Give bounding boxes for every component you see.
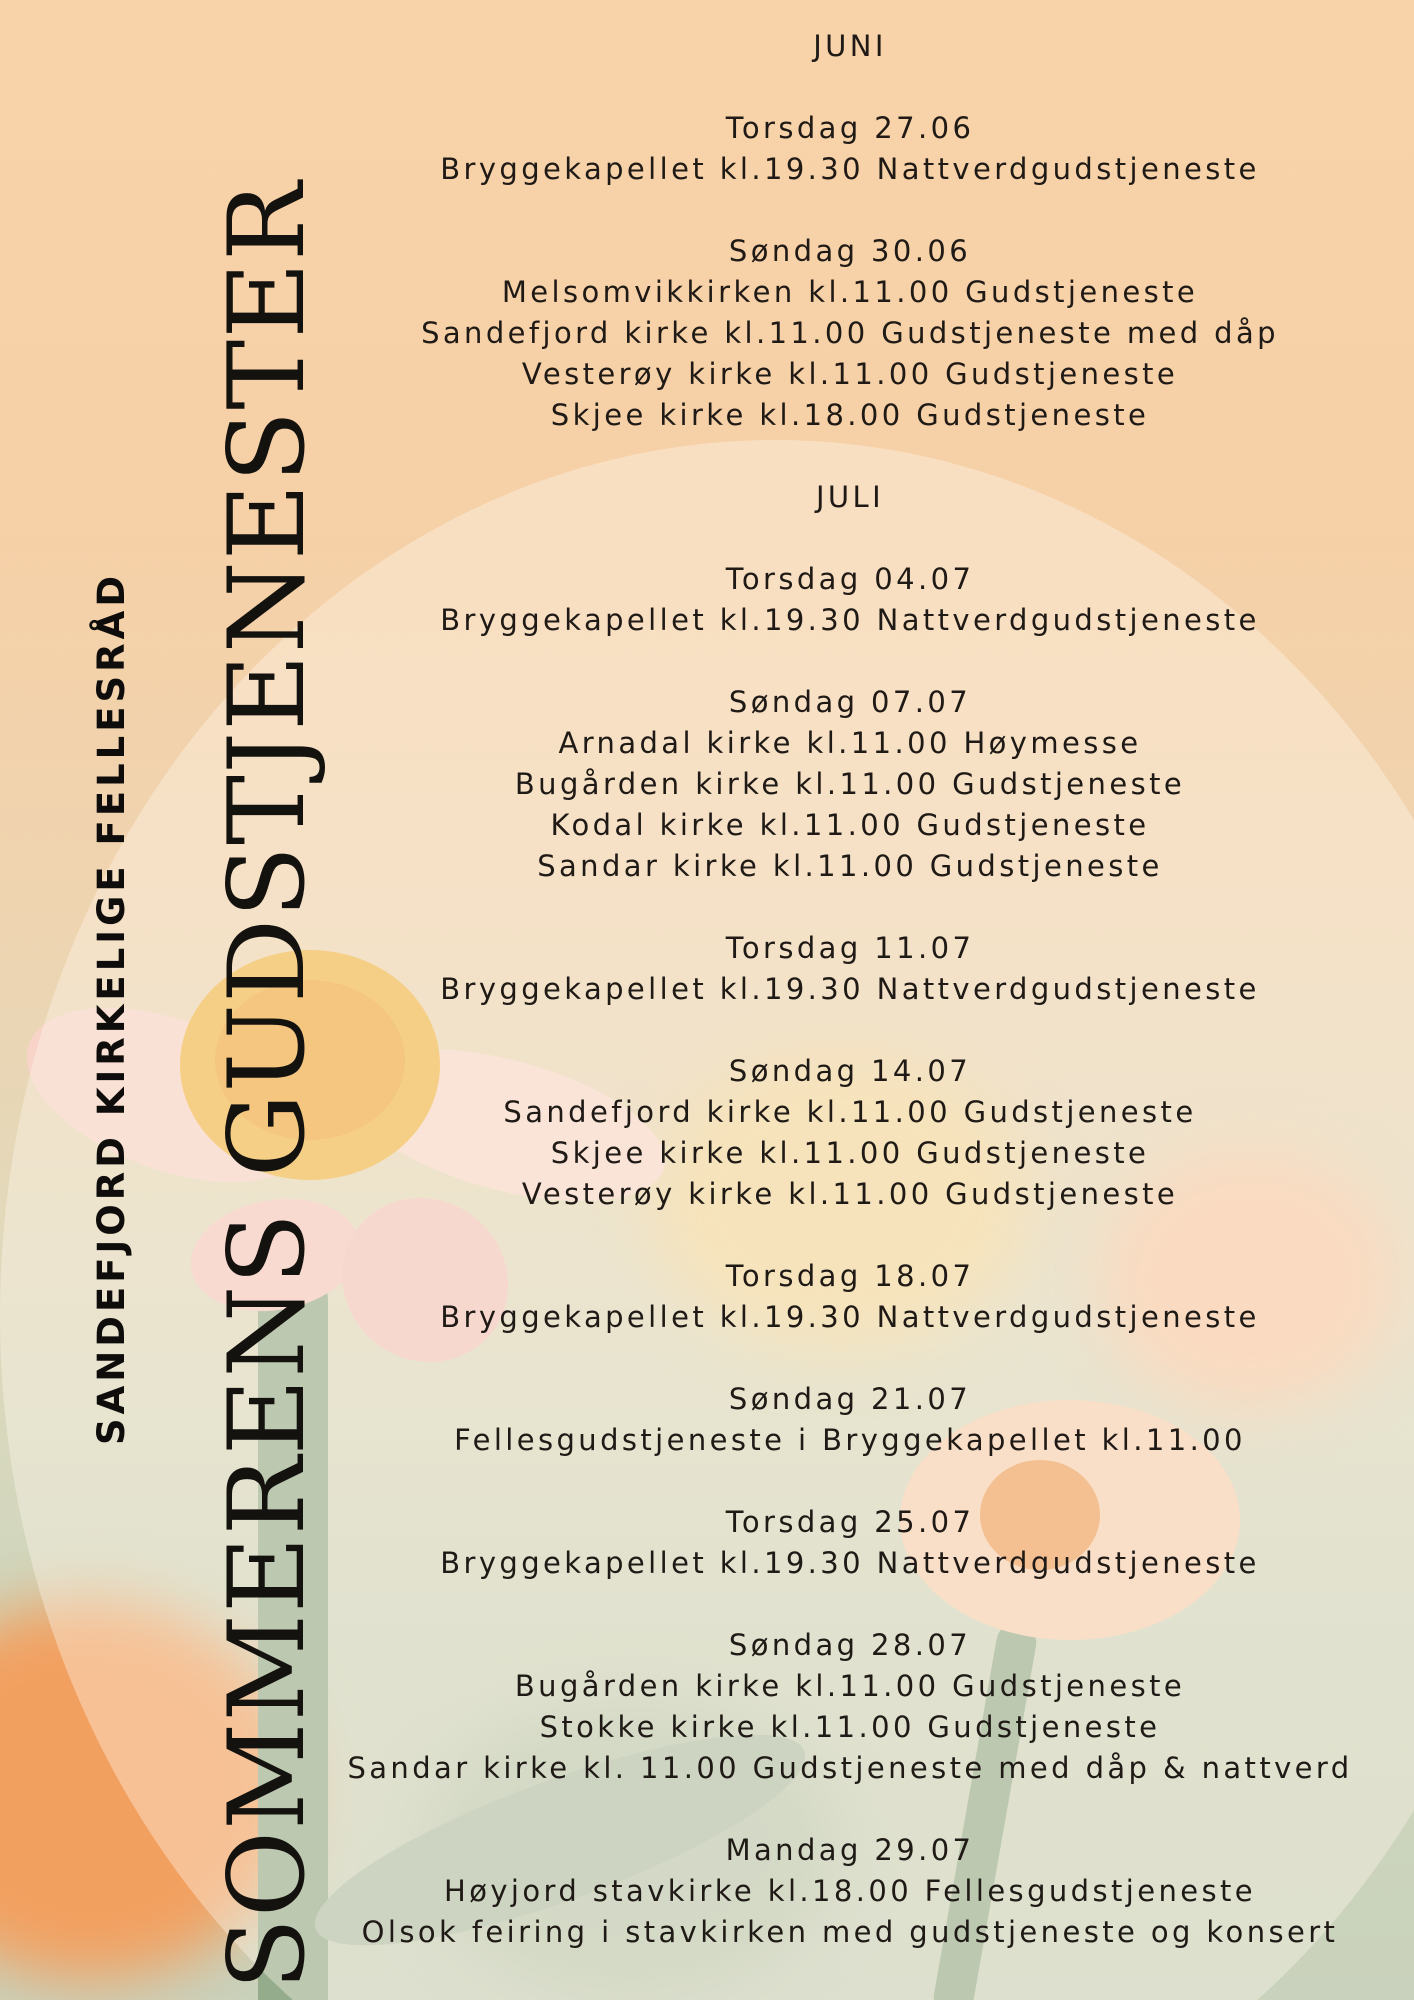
service-item: Skjee kirke kl.11.00 Gudstjeneste <box>550 1136 1150 1170</box>
day-heading: Søndag 30.06 <box>728 234 972 268</box>
day-heading: Torsdag 04.07 <box>725 562 975 596</box>
service-item: Sandar kirke kl. 11.00 Gudstjeneste med dåp & nattverd <box>347 1751 1353 1785</box>
day-heading: Søndag 28.07 <box>728 1628 972 1662</box>
service-item: Bryggekapellet kl.19.30 Nattverdgudstjeneste <box>440 152 1260 186</box>
service-item: Sandefjord kirke kl.11.00 Gudstjeneste med dåp <box>421 316 1279 350</box>
service-item: Kodal kirke kl.11.00 Gudstjeneste <box>550 808 1150 842</box>
service-item: Bryggekapellet kl.19.30 Nattverdgudstjeneste <box>440 603 1260 637</box>
schedule-day <box>270 559 1414 641</box>
page-title: SOMMERENS GUDSTJENESTER <box>206 180 328 1990</box>
schedule-day <box>270 1256 1414 1338</box>
day-heading: Torsdag 25.07 <box>725 1505 975 1539</box>
service-item: Bryggekapellet kl.19.30 Nattverdgudstjeneste <box>440 1546 1260 1580</box>
schedule-day <box>270 928 1414 1010</box>
service-item: Bryggekapellet kl.19.30 Nattverdgudstjeneste <box>440 1300 1260 1334</box>
service-item: Bugården kirke kl.11.00 Gudstjeneste <box>514 1669 1186 1703</box>
service-item: Bryggekapellet kl.19.30 Nattverdgudstjeneste <box>440 972 1260 1006</box>
day-heading: Torsdag 27.06 <box>725 111 975 145</box>
service-item: Arnadal kirke kl.11.00 Høymesse <box>558 726 1142 760</box>
day-heading: Søndag 21.07 <box>728 1382 972 1416</box>
organization-name: SANDEFJORD KIRKELIGE FELLESRÅD <box>90 571 133 1445</box>
day-heading: Mandag 29.07 <box>725 1833 975 1867</box>
service-item: Olsok feiring i stavkirken med gudstjeneste og konsert <box>361 1915 1339 1949</box>
day-heading: Torsdag 11.07 <box>725 931 975 965</box>
schedule-day <box>270 1051 1414 1215</box>
service-item: Stokke kirke kl.11.00 Gudstjeneste <box>539 1710 1161 1744</box>
service-item: Bugården kirke kl.11.00 Gudstjeneste <box>514 767 1186 801</box>
day-heading: Torsdag 18.07 <box>725 1259 975 1293</box>
service-item: Skjee kirke kl.18.00 Gudstjeneste <box>550 398 1150 432</box>
service-item: Høyjord stavkirke kl.18.00 Fellesgudstjeneste <box>444 1874 1256 1908</box>
schedule-day <box>270 682 1414 887</box>
service-item: Sandar kirke kl.11.00 Gudstjeneste <box>537 849 1163 883</box>
schedule-day <box>270 1625 1414 1789</box>
schedule-day <box>270 108 1414 190</box>
day-heading: Søndag 07.07 <box>728 685 972 719</box>
service-item: Vesterøy kirke kl.11.00 Gudstjeneste <box>521 1177 1179 1211</box>
service-item: Melsomvikkirken kl.11.00 Gudstjeneste <box>501 275 1199 309</box>
schedule-day <box>270 1830 1414 1953</box>
month-heading: JULI <box>815 480 885 514</box>
day-heading: Søndag 14.07 <box>728 1054 972 1088</box>
service-item: Sandefjord kirke kl.11.00 Gudstjeneste <box>503 1095 1197 1129</box>
schedule-day <box>270 1502 1414 1584</box>
service-item: Fellesgudstjeneste i Bryggekapellet kl.11.00 <box>454 1423 1246 1457</box>
schedule-day <box>270 231 1414 436</box>
schedule-day <box>270 1379 1414 1461</box>
month-heading: JUNI <box>813 29 887 63</box>
service-item: Vesterøy kirke kl.11.00 Gudstjeneste <box>521 357 1179 391</box>
service-schedule <box>270 26 1414 1953</box>
